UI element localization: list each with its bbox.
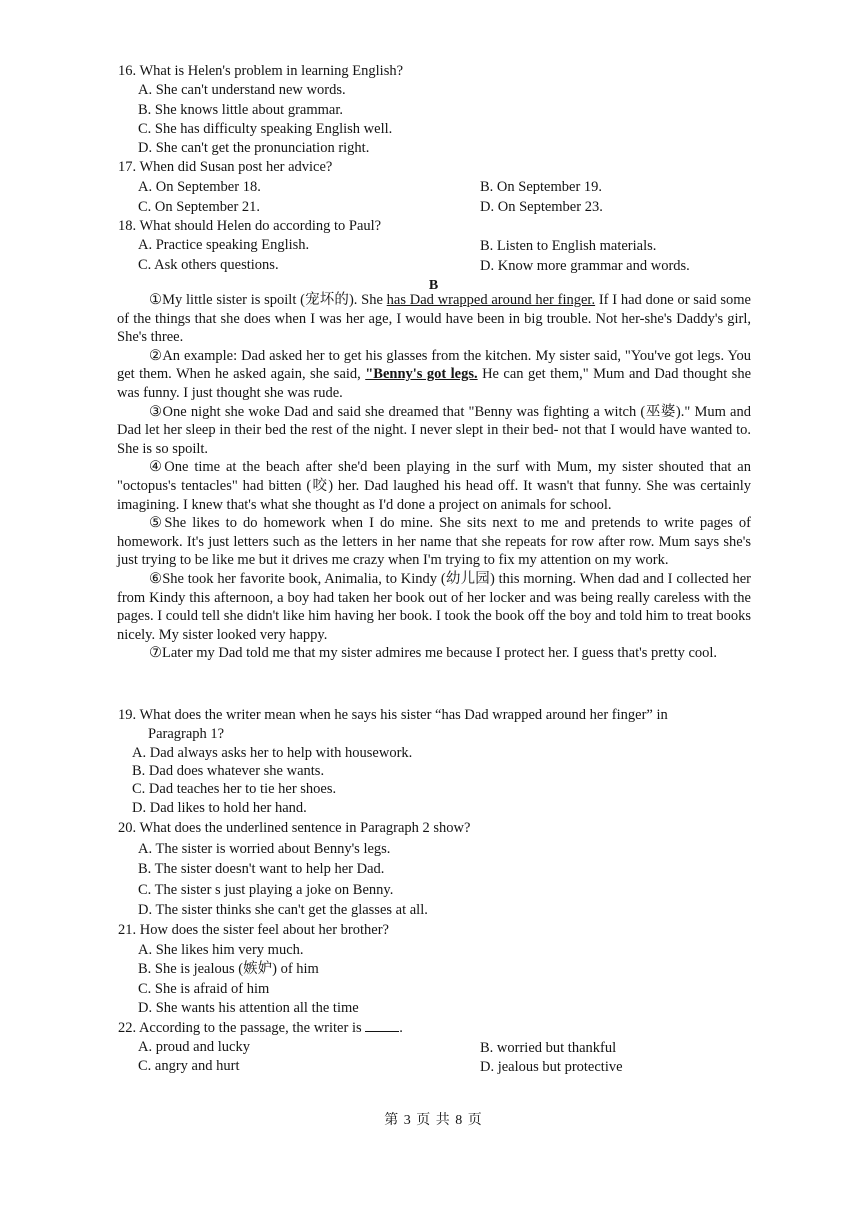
question-16-option-d[interactable]: D. She can't get the pronunciation right. (138, 140, 370, 156)
question-21-stem: 21. How does the sister feel about her brother? (118, 922, 389, 938)
paragraph-5: ⑤She likes to do homework when I do mine. She sits next to me and pretends to write pages of homework. It's just letters such as the letters in her name that she repeats for row after row. Mum says she's just trying to be like me but it drives me crazy when I'm trying to fix my attention on my work. (117, 515, 751, 569)
paragraph-3: ③One night she woke Dad and said she dreamed that "Benny was fighting a witch (巫婆)." Mum and Dad let her sleep in their bed the rest of the night. I never slept in their bed- not that I would have wanted to. She is so spoilt. (117, 403, 751, 457)
question-20-option-d[interactable]: D. The sister thinks she can't get the glasses at all. (138, 902, 428, 918)
paragraph-2-text-end: He can get them," Mum and Dad thought she was funny. I just thought she was rude. (117, 366, 752, 401)
paragraph-1-text-start: ①My little sister is spoilt (宠坏的). She (149, 292, 387, 308)
question-16-option-a[interactable]: A. She can't understand new words. (138, 82, 346, 98)
question-22-option-a[interactable]: A. proud and lucky (138, 1039, 250, 1055)
question-18-option-c[interactable]: C. Ask others questions. (138, 257, 279, 273)
page-number-footer: 第 3 页 共 8 页 (384, 1113, 483, 1128)
paragraph-2-underlined-sentence: "Benny's got legs. (365, 366, 478, 383)
question-21-option-a[interactable]: A. She likes him very much. (138, 942, 304, 958)
paragraph-2 (117, 347, 751, 403)
question-18-option-b[interactable]: B. Listen to English materials. (480, 238, 657, 254)
question-17-option-b[interactable]: B. On September 19. (480, 179, 603, 195)
question-22-option-d[interactable]: D. jealous but protective (480, 1059, 623, 1075)
answer-blank (365, 1019, 399, 1032)
question-19-option-a[interactable]: A. Dad always asks her to help with housework. (132, 745, 413, 761)
paragraph-7: ⑦Later my Dad told me that my sister admires me because I protect her. I guess that's pretty cool. (149, 645, 718, 662)
question-22-stem-period: . (399, 1020, 403, 1036)
question-22-option-c[interactable]: C. angry and hurt (138, 1058, 240, 1074)
question-16-option-b[interactable]: B. She knows little about grammar. (138, 102, 343, 118)
question-21-option-b[interactable]: B. She is jealous (嫉妒) of him (138, 961, 319, 977)
question-21-option-c[interactable]: C. She is afraid of him (138, 981, 270, 997)
question-17-option-d[interactable]: D. On September 23. (480, 199, 603, 215)
question-21-option-d[interactable]: D. She wants his attention all the time (138, 1000, 359, 1016)
question-16-option-c[interactable]: C. She has difficulty speaking English well. (138, 121, 393, 137)
reading-passage (117, 291, 751, 663)
paragraph-1-text-end: If I had done or said some of the things that she does when I was her age, I would have been in big trouble. Not her-she's Daddy's girl, She's three. (117, 292, 751, 346)
paragraph-4: ④One time at the beach after she'd been playing in the surf with Mum, my sister shouted that an "octopus's tentacles" had bitten (咬) her. Dad laughed his head off. It wasn't that funny. She was certainly imagining. I knew that's what she thought as I'd done a project on animals for school. (117, 459, 751, 513)
question-16-stem: 16. What is Helen's problem in learning English? (118, 63, 404, 79)
question-18-option-d[interactable]: D. Know more grammar and words. (480, 258, 690, 274)
paragraph-1-underlined-phrase: has Dad wrapped around her finger. (386, 292, 596, 308)
question-22-stem-text: 22. According to the passage, the writer is (118, 1020, 366, 1036)
question-22-stem (118, 1019, 403, 1038)
question-17-option-c[interactable]: C. On September 21. (138, 199, 261, 215)
question-19-stem-line-2: Paragraph 1? (148, 726, 225, 742)
question-20-stem: 20. What does the underlined sentence in Paragraph 2 show? (118, 820, 471, 836)
paragraph-6: ⑥She took her favorite book, Animalia, to Kindy (幼儿园) this morning. When dad and I collected her from Kindy this afternoon, a boy had taken her book out of her locker and was being really careless with the pages. I could tell she didn't like him having her book. I took the book off the boy and told him to treat books nicely. My sister looked very happy. (117, 570, 751, 643)
question-19-option-d[interactable]: D. Dad likes to hold her hand. (132, 800, 307, 816)
question-17-stem: 17. When did Susan post her advice? (118, 159, 333, 175)
question-20-option-c[interactable]: C. The sister s just playing a joke on Benny. (138, 882, 394, 898)
paragraph-2-text-start: ②An example: Dad asked her to get his glasses from the kitchen. My sister said, "You've got legs. You get them. When he asked again, she said, (117, 347, 751, 383)
section-label: B (428, 278, 439, 293)
question-19-option-c[interactable]: C. Dad teaches her to tie her shoes. (132, 781, 337, 797)
question-18-option-a[interactable]: A. Practice speaking English. (138, 237, 310, 253)
question-22-option-b[interactable]: B. worried but thankful (480, 1040, 617, 1056)
question-20-option-a[interactable]: A. The sister is worried about Benny's legs. (138, 841, 391, 857)
question-17-option-a[interactable]: A. On September 18. (138, 179, 261, 195)
question-18-stem: 18. What should Helen do according to Paul? (118, 218, 382, 234)
question-20-option-b[interactable]: B. The sister doesn't want to help her Dad. (138, 861, 385, 877)
question-19-stem-line-1: 19. What does the writer mean when he says his sister “has Dad wrapped around her finger” in (118, 707, 668, 723)
paragraph-1 (117, 291, 751, 347)
question-19-option-b[interactable]: B. Dad does whatever she wants. (132, 763, 325, 779)
